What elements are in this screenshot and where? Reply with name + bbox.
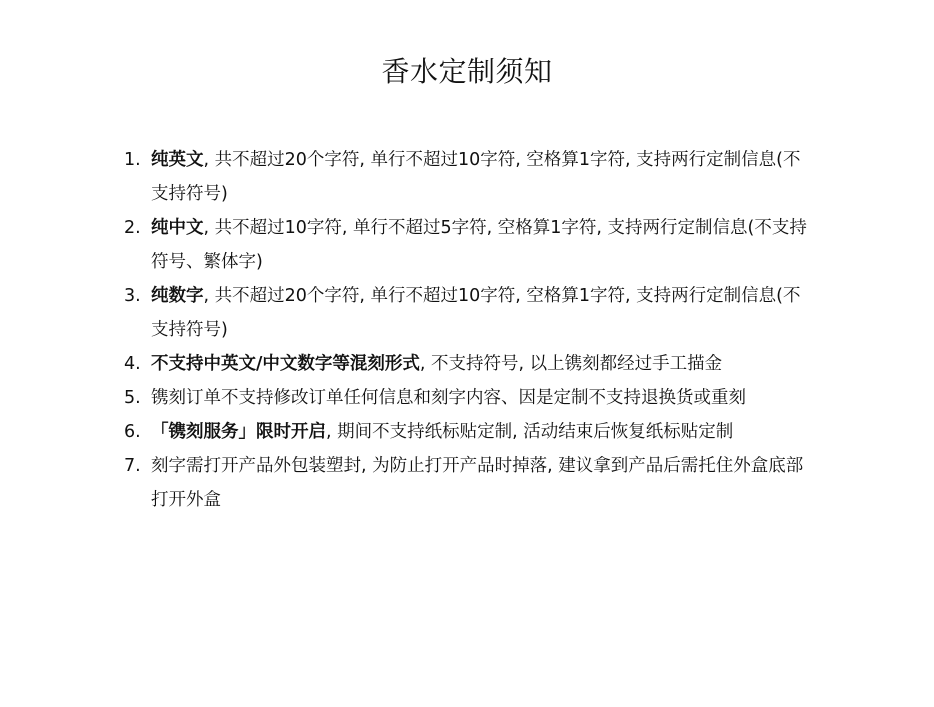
note-number: 7. [124, 456, 141, 476]
note-item [124, 211, 814, 279]
note-number: 5. [124, 388, 141, 408]
note-item [124, 347, 814, 381]
note-number: 2. [124, 218, 141, 238]
note-item [124, 449, 814, 517]
notes-list [124, 143, 814, 517]
page-title: 香水定制须知 [381, 55, 553, 88]
note-text: , 共不超过20个字符, 单行不超过10字符, 空格算1字符, 支持两行定制信息(不支持符号) [151, 150, 801, 204]
note-number: 4. [124, 354, 141, 374]
note-text: , 不支持符号, 以上镌刻都经过手工描金 [419, 354, 723, 374]
note-text: 刻字需打开产品外包装塑封, 为防止打开产品时掉落, 建议拿到产品后需托住外盒底部打开外盒 [151, 456, 804, 510]
note-number: 1. [124, 150, 141, 170]
note-text: , 共不超过20个字符, 单行不超过10字符, 空格算1字符, 支持两行定制信息(不支持符号) [151, 286, 801, 340]
note-number: 6. [124, 422, 141, 442]
note-item [124, 381, 814, 415]
note-text: , 共不超过10字符, 单行不超过5字符, 空格算1字符, 支持两行定制信息(不支持符号、繁体字) [151, 218, 807, 272]
note-item [124, 415, 814, 449]
note-emphasis: 「镌刻服务」限时开启 [151, 422, 326, 442]
note-text: 镌刻订单不支持修改订单任何信息和刻字内容、因是定制不支持退换货或重刻 [151, 388, 746, 408]
note-emphasis: 纯中文 [151, 218, 204, 238]
note-emphasis: 纯英文 [151, 150, 204, 170]
note-text: , 期间不支持纸标贴定制, 活动结束后恢复纸标贴定制 [326, 422, 734, 442]
note-number: 3. [124, 286, 141, 306]
note-item [124, 143, 814, 211]
note-emphasis: 不支持中英文/中文数字等混刻形式 [151, 354, 420, 374]
note-emphasis: 纯数字 [151, 286, 204, 306]
note-item [124, 279, 814, 347]
